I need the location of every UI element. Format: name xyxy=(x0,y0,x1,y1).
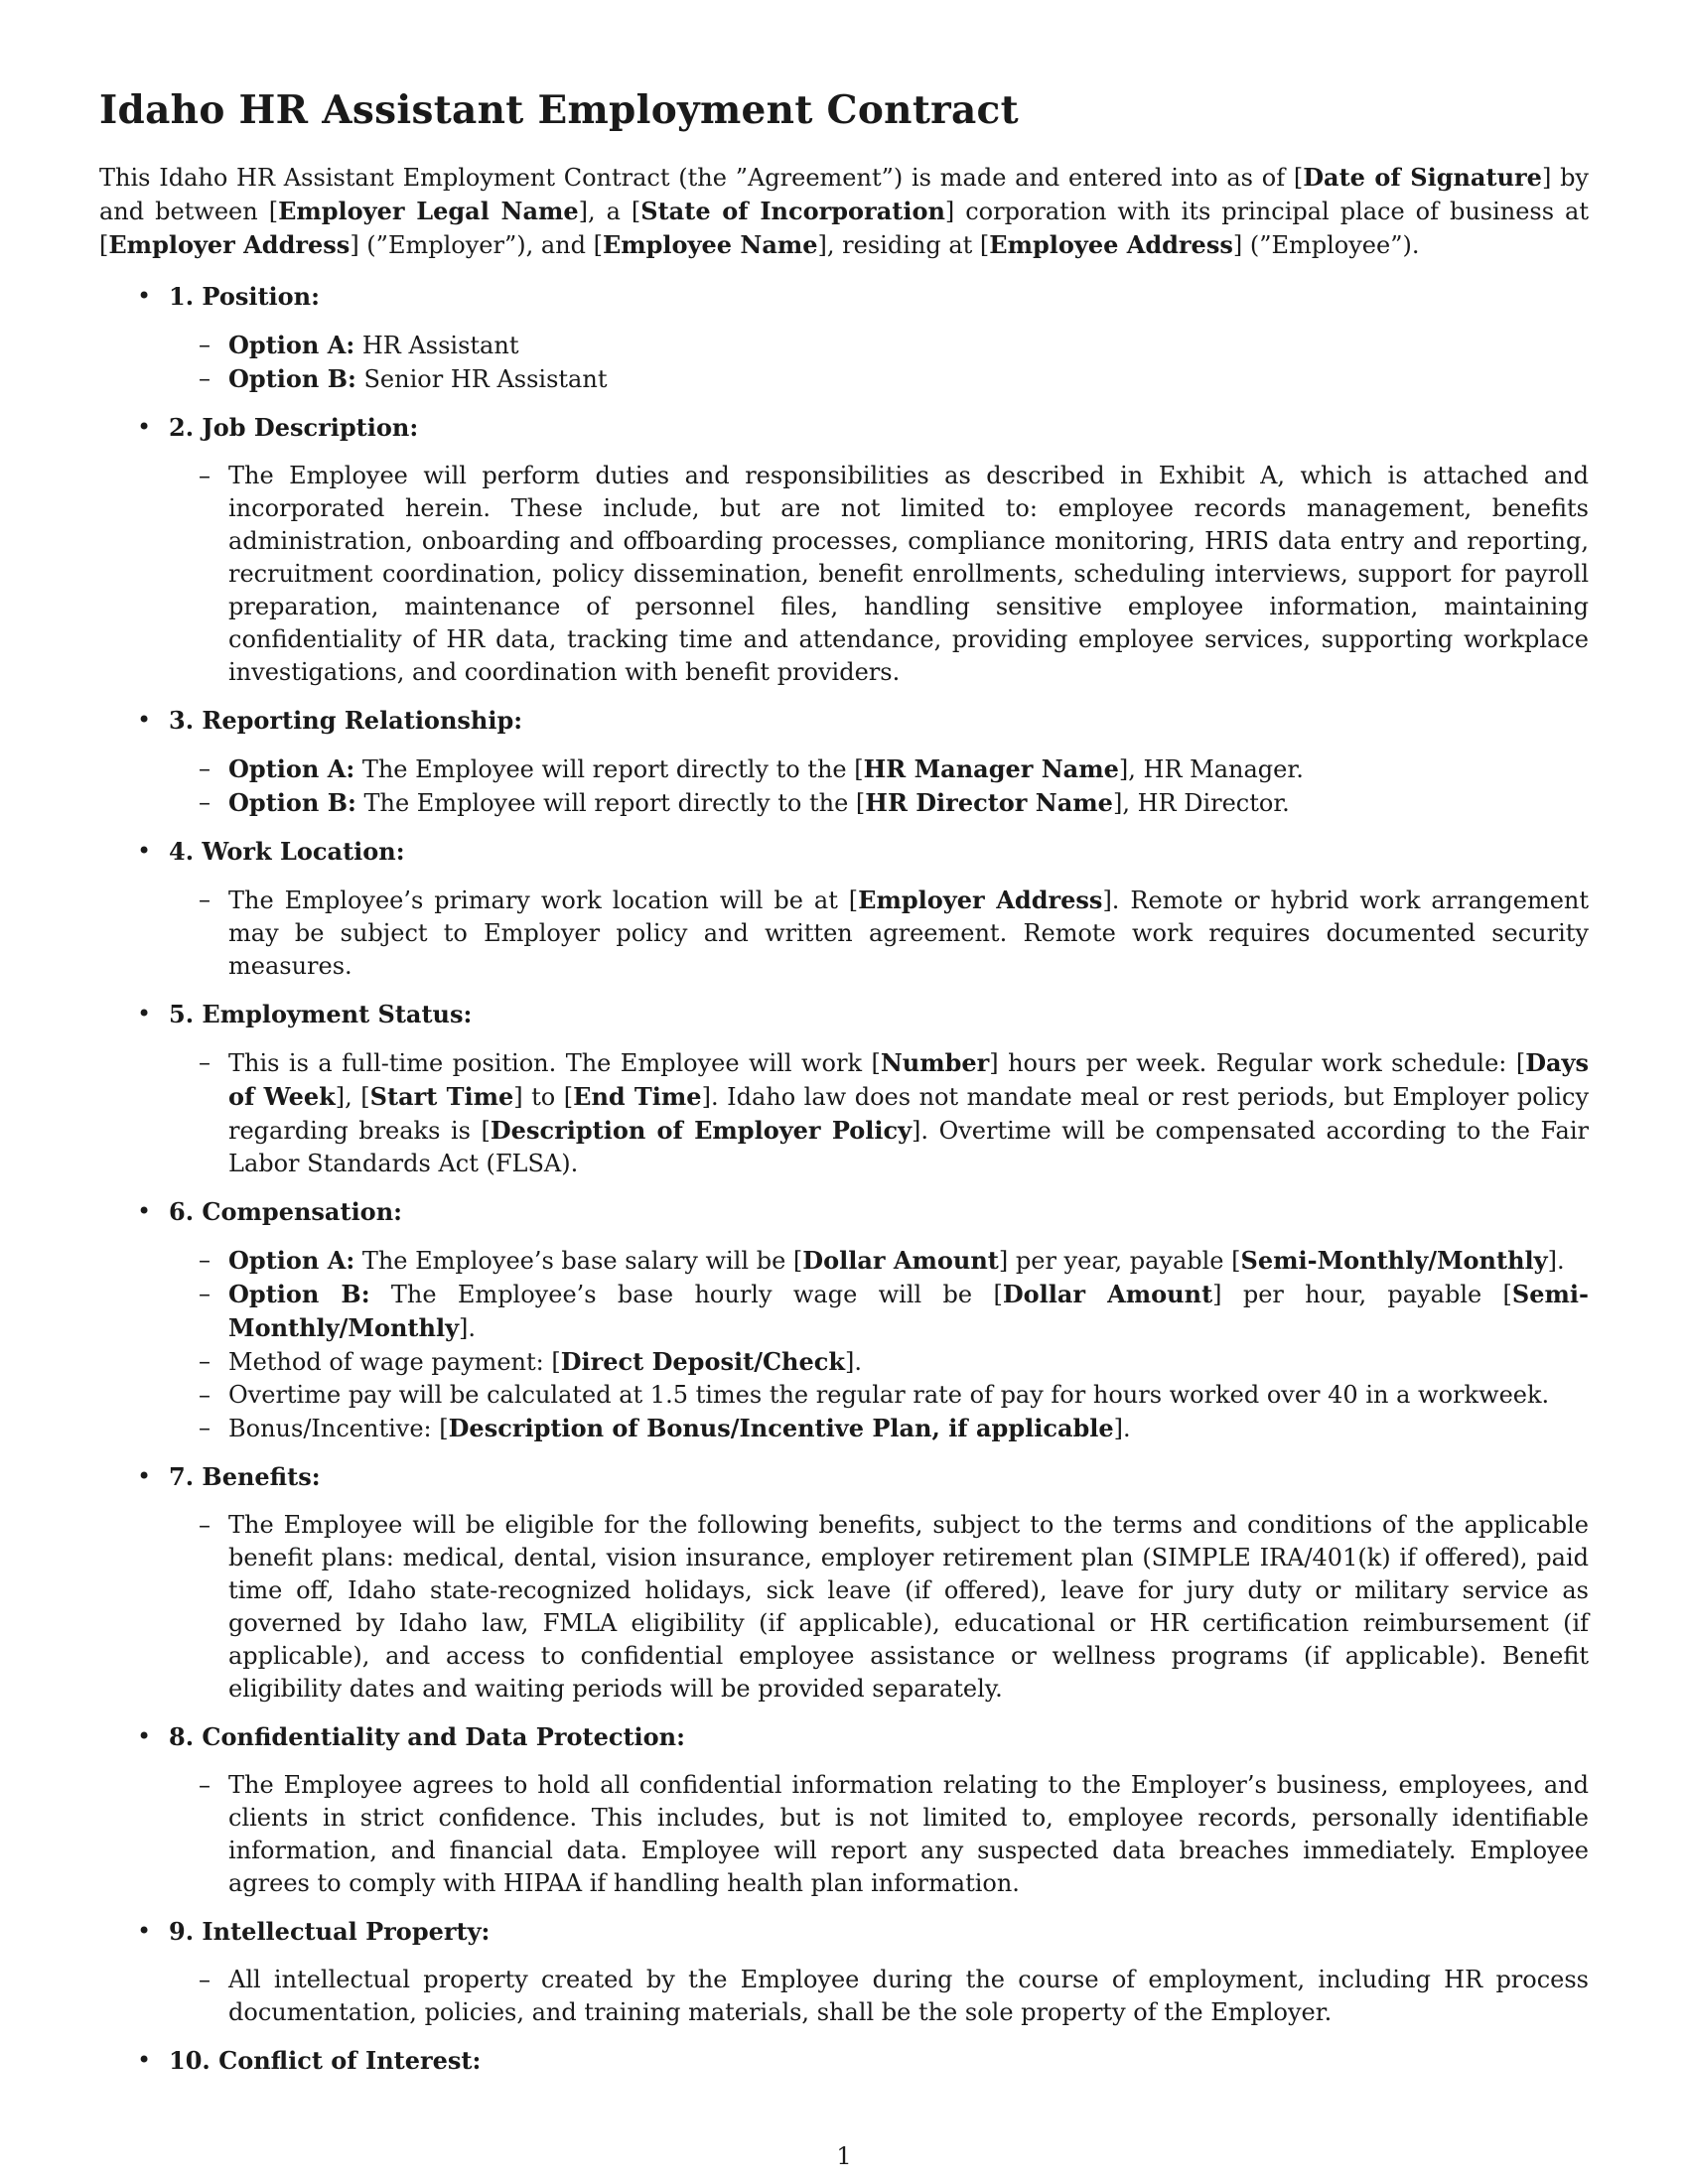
text-run: ]. Remote or hybrid work arrangement may be subject to Employer policy and written agreement. Remote work requires documented security measures. xyxy=(228,887,1590,980)
text-run: ]. Idaho law does not mandate meal or rest periods, but Employer policy regarding breaks is [ xyxy=(228,1083,1590,1145)
text-run: The Employee will report directly to the [ xyxy=(354,755,864,783)
section-item xyxy=(169,362,1589,396)
text-run: All intellectual property created by the Employee during the course of employment, including HR process documentation, policies, and training materials, shall be the sole property of the Employer. xyxy=(228,1966,1589,2026)
section-item xyxy=(169,1379,1589,1412)
text-run: ] per hour, payable [ xyxy=(1212,1281,1512,1308)
section-heading: 7. Benefits: xyxy=(169,1462,321,1491)
placeholder-field: Option A: xyxy=(228,1246,355,1275)
contract-section xyxy=(99,704,1589,820)
bullet-icon: • xyxy=(137,1462,152,1490)
text-run: ] hours per week. Regular work schedule: [ xyxy=(989,1049,1526,1077)
text-run: The Employee’s primary work location will be at [ xyxy=(228,887,859,914)
dash-icon: – xyxy=(199,1347,211,1375)
bullet-icon: • xyxy=(137,1000,152,1027)
section-item-list xyxy=(169,460,1589,689)
contract-section xyxy=(99,1195,1589,1445)
placeholder-field: Date of Signature xyxy=(1303,163,1542,192)
text-run: HR Assistant xyxy=(354,332,519,359)
dash-icon: – xyxy=(199,1280,211,1307)
section-item xyxy=(169,786,1589,820)
text-run: ]. xyxy=(845,1348,863,1376)
section-item-list xyxy=(169,1244,1589,1445)
section-item xyxy=(169,1412,1589,1445)
placeholder-field: Dollar Amount xyxy=(1002,1280,1213,1308)
text-run: ]. xyxy=(459,1314,477,1342)
placeholder-field: Direct Deposit/Check xyxy=(560,1347,846,1376)
text-run: Method of wage payment: [ xyxy=(228,1348,561,1376)
text-run: ] by and between [ xyxy=(99,164,1589,225)
text-run: ], a [ xyxy=(578,198,641,225)
placeholder-field: Employee Name xyxy=(602,230,818,259)
bullet-icon: • xyxy=(137,1197,152,1225)
contract-section xyxy=(99,411,1589,689)
placeholder-field: Option A: xyxy=(228,331,355,359)
text-run: Overtime pay will be calculated at 1.5 times the regular rate of pay for hours worked over 40 in a workweek. xyxy=(228,1381,1550,1409)
section-item xyxy=(169,1278,1589,1345)
section-item-list xyxy=(169,1769,1589,1900)
dash-icon: – xyxy=(199,1414,211,1441)
placeholder-field: Employee Address xyxy=(989,230,1233,259)
section-item-list xyxy=(169,752,1589,820)
text-run: ] to [ xyxy=(513,1083,574,1111)
dash-icon: – xyxy=(199,886,211,913)
bullet-icon: • xyxy=(137,2046,152,2074)
text-run: Senior HR Assistant xyxy=(355,365,608,393)
text-run: [ xyxy=(1293,164,1304,192)
section-item xyxy=(169,1509,1589,1706)
text-run: ] (”Employer”), and [ xyxy=(350,231,603,259)
dash-icon: – xyxy=(199,462,211,489)
dash-icon: – xyxy=(199,1381,211,1409)
dash-icon: – xyxy=(199,754,211,782)
bullet-icon: • xyxy=(137,413,152,441)
placeholder-field: Number xyxy=(880,1048,990,1077)
placeholder-field: State of Incorporation xyxy=(640,197,945,225)
placeholder-field: Semi-Monthly/Monthly xyxy=(1240,1246,1548,1275)
contract-section xyxy=(99,280,1589,396)
section-item xyxy=(169,1046,1589,1180)
section-heading: 2. Job Description: xyxy=(169,413,419,442)
bullet-icon: • xyxy=(137,282,152,310)
section-heading: 3. Reporting Relationship: xyxy=(169,706,523,735)
section-heading: 4. Work Location: xyxy=(169,837,405,866)
text-run: The Employee will perform duties and responsibilities as described in Exhibit A, which is attached and incorporated herein. These include, but are not limited to: employee records management, benefits administration, onboarding and offboarding processes, compliance monitoring, HRIS data entry and reporting, recruitment coordination, policy dissemination, benefit enrollments, scheduling interviews, support for payroll preparation, maintenance of personnel files, handling sensitive employee information, maintaining confidentiality of HR data, tracking time and attendance, providing employee services, supporting workplace investigations, and coordination with benefit providers. xyxy=(228,462,1589,686)
placeholder-field: Employer Legal Name xyxy=(278,197,579,225)
section-item xyxy=(169,329,1589,362)
section-item xyxy=(169,1964,1589,2029)
dash-icon: – xyxy=(199,788,211,816)
text-run: The Employee’s base salary will be [ xyxy=(354,1247,803,1275)
text-run: ] corporation with its principal place of business at [ xyxy=(99,198,1589,259)
text-run: ]. Overtime will be compensated according to the Fair Labor Standards Act (FLSA). xyxy=(228,1117,1589,1177)
text-run: This is a full-time position. The Employee will work [ xyxy=(228,1049,881,1077)
text-run: This Idaho HR Assistant Employment Contract (the ”Agreement”) is made and entered into as of xyxy=(99,164,1294,192)
text-run: The Employee’s base hourly wage will be [ xyxy=(369,1281,1003,1308)
section-heading: 6. Compensation: xyxy=(169,1197,402,1226)
bullet-icon: • xyxy=(137,706,152,734)
placeholder-field: Option B: xyxy=(228,788,356,817)
section-item xyxy=(169,1244,1589,1278)
intro-paragraph xyxy=(99,161,1589,262)
contract-section xyxy=(99,1460,1589,1706)
section-list xyxy=(99,280,1589,2077)
placeholder-field: Employer Address xyxy=(108,230,351,259)
section-item-list xyxy=(169,1046,1589,1180)
dash-icon: – xyxy=(199,364,211,392)
text-run: ], [ xyxy=(335,1083,370,1111)
section-item xyxy=(169,460,1589,689)
placeholder-field: HR Manager Name xyxy=(863,754,1119,783)
placeholder-field: Option A: xyxy=(228,754,355,783)
section-item xyxy=(169,1769,1589,1900)
dash-icon: – xyxy=(199,331,211,358)
section-item-list xyxy=(169,329,1589,396)
bullet-icon: • xyxy=(137,1917,152,1945)
contract-section xyxy=(99,835,1589,983)
dash-icon: – xyxy=(199,1966,211,1993)
placeholder-field: HR Director Name xyxy=(865,788,1113,817)
text-run: ], residing at [ xyxy=(817,231,990,259)
placeholder-field: Semi-Monthly/Monthly xyxy=(228,1280,1589,1342)
placeholder-field: Option B: xyxy=(228,364,356,393)
section-heading: 1. Position: xyxy=(169,282,320,311)
text-run: Bonus/Incentive: [ xyxy=(228,1415,449,1442)
placeholder-field: Days of Week xyxy=(228,1048,1590,1111)
dash-icon: – xyxy=(199,1048,211,1076)
text-run: The Employee agrees to hold all confidential information relating to the Employer’s business, employees, and clients in strict confidence. This includes, but is not limited to, employee records, personally identifiable information, and financial data. Employee will report any suspected data breaches immediately. Employee agrees to comply with HIPAA if handling health plan information. xyxy=(228,1771,1589,1897)
text-run: ]. xyxy=(1113,1415,1131,1442)
placeholder-field: Dollar Amount xyxy=(802,1246,999,1275)
contract-section xyxy=(99,998,1589,1180)
section-heading: 5. Employment Status: xyxy=(169,1000,473,1028)
text-run: ], HR Manager. xyxy=(1118,755,1304,783)
dash-icon: – xyxy=(199,1771,211,1799)
text-run: The Employee will be eligible for the following benefits, subject to the terms and conditions of the applicable benefit plans: medical, dental, vision insurance, employer retirement plan (SIMPLE IRA/401(k) if offered), paid time off, Idaho state-recognized holidays, sick leave (if offered), leave for jury duty or military service as governed by Idaho law, FMLA eligibility (if applicable), educational or HR certification reimbursement (if applicable), and access to confidential employee assistance or wellness programs (if applicable). Benefit eligibility dates and waiting periods will be provided separately. xyxy=(228,1511,1589,1703)
placeholder-field: Option B: xyxy=(228,1280,370,1308)
bullet-icon: • xyxy=(137,1722,152,1750)
page-number: 1 xyxy=(836,2142,852,2170)
section-item xyxy=(169,1345,1589,1379)
text-run: The Employee will report directly to the [ xyxy=(355,789,866,817)
document-title: Idaho HR Assistant Employment Contract xyxy=(99,87,1019,133)
section-item-list xyxy=(169,884,1589,983)
text-run: ] (”Employee”). xyxy=(1232,231,1420,259)
section-item xyxy=(169,884,1589,983)
bullet-icon: • xyxy=(137,837,152,865)
contract-section xyxy=(99,1915,1589,2029)
placeholder-field: End Time xyxy=(573,1082,702,1111)
document-body xyxy=(99,87,1589,2093)
text-run: ] per year, payable [ xyxy=(998,1247,1241,1275)
section-item-list xyxy=(169,1964,1589,2029)
section-heading: 8. Confidentiality and Data Protection: xyxy=(169,1722,685,1751)
placeholder-field: Start Time xyxy=(369,1082,514,1111)
text-run: ]. xyxy=(1547,1247,1565,1275)
section-item-list xyxy=(169,1509,1589,1706)
contract-section xyxy=(99,2044,1589,2077)
section-item xyxy=(169,752,1589,786)
section-heading: 9. Intellectual Property: xyxy=(169,1917,491,1946)
placeholder-field: Employer Address xyxy=(858,886,1103,914)
placeholder-field: Description of Bonus/Incentive Plan, if applicable xyxy=(448,1414,1114,1442)
dash-icon: – xyxy=(199,1511,211,1539)
placeholder-field: Description of Employer Policy xyxy=(490,1116,913,1145)
dash-icon: – xyxy=(199,1246,211,1274)
contract-section xyxy=(99,1720,1589,1900)
text-run: ], HR Director. xyxy=(1112,789,1290,817)
section-heading: 10. Conflict of Interest: xyxy=(169,2046,482,2075)
